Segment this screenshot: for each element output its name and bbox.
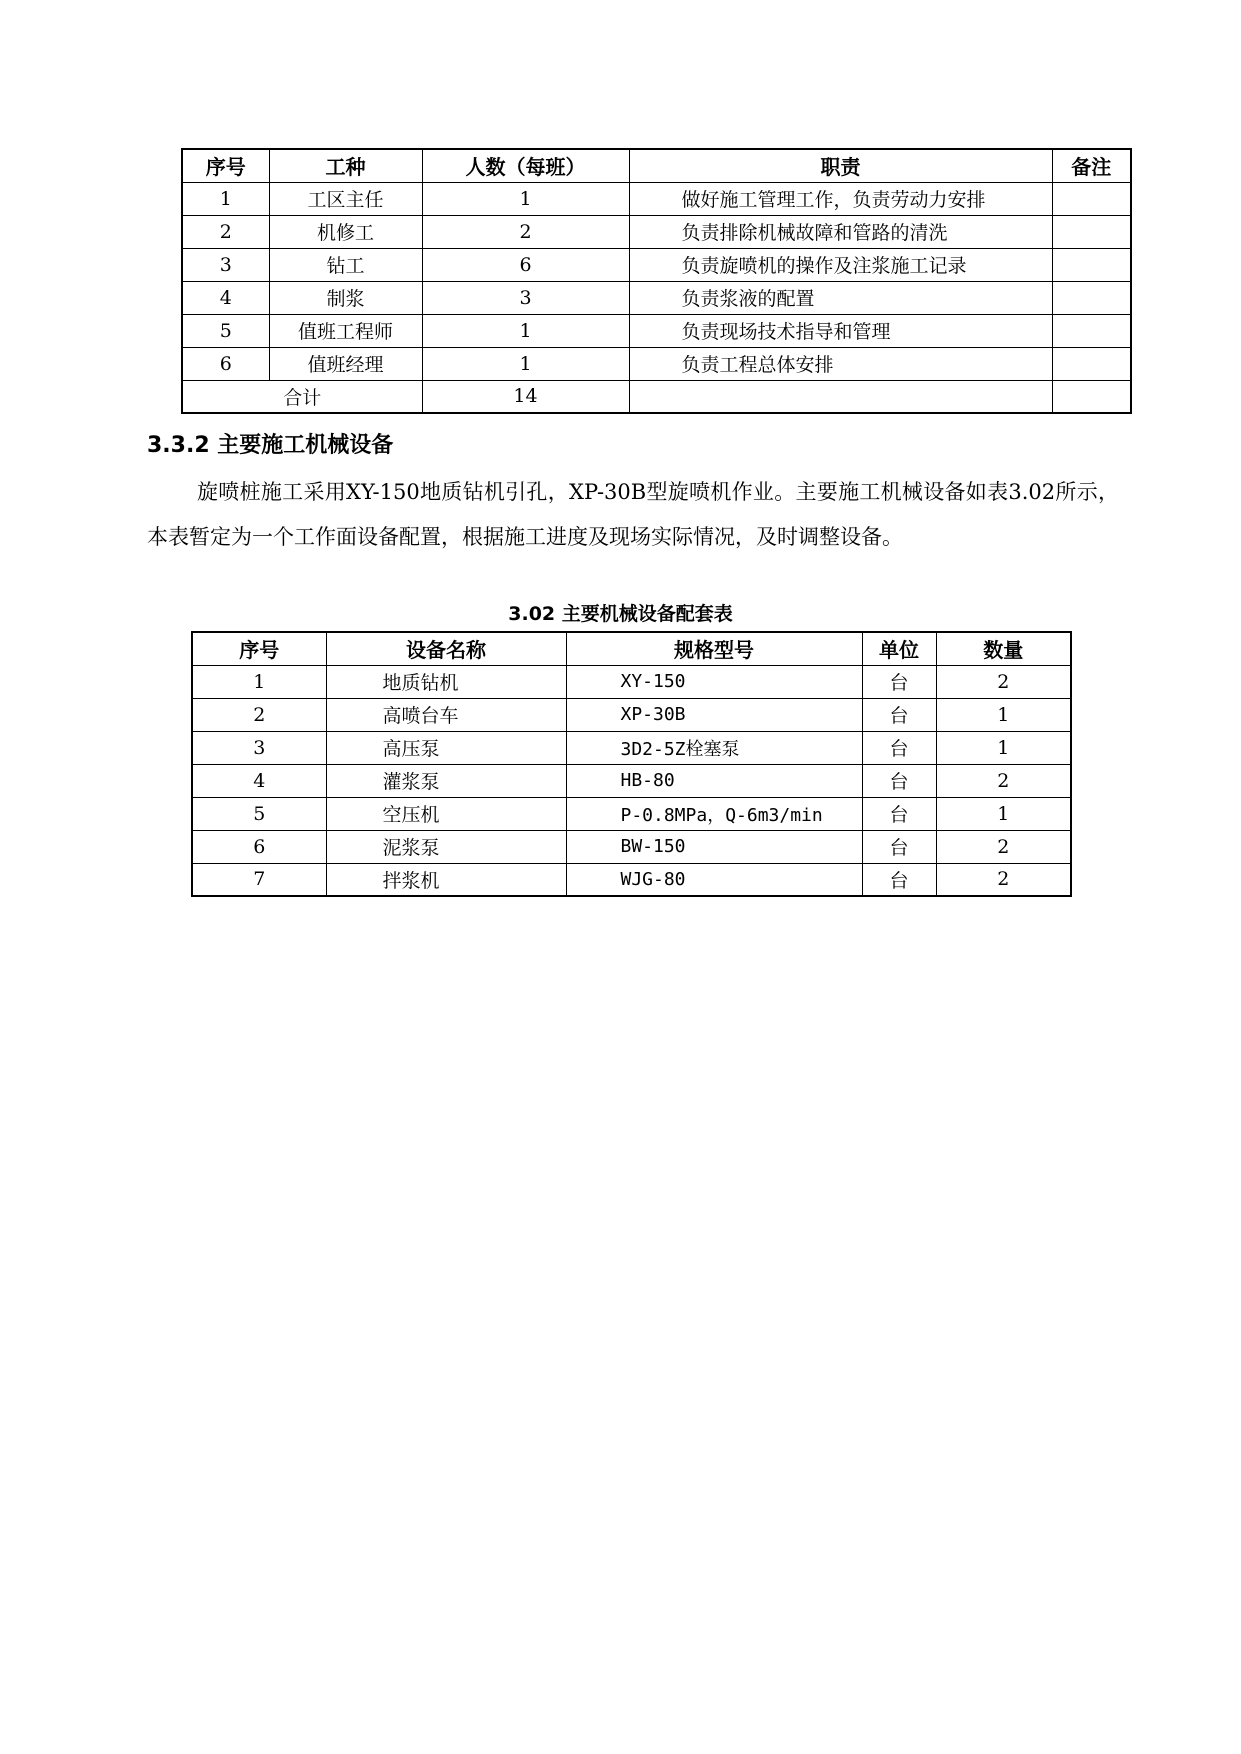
equipment-qty: 1 (936, 698, 1071, 731)
total-duty-empty (629, 380, 1052, 413)
table-row (182, 281, 1131, 314)
table-row (192, 665, 1071, 698)
note-cell (1052, 281, 1131, 314)
table-row (182, 314, 1131, 347)
row-number: 7 (192, 863, 326, 896)
table-header-row (182, 149, 1131, 182)
equipment-name: 灌浆泵 (326, 764, 566, 797)
equipment-qty: 2 (936, 764, 1071, 797)
count-cell: 3 (422, 281, 629, 314)
equipment-spec: P-0.8MPa，Q-6m3/min (566, 797, 862, 830)
trade-cell: 工区主任 (269, 182, 422, 215)
row-number: 4 (192, 764, 326, 797)
header-cell: 单位 (862, 632, 936, 665)
row-number: 1 (182, 182, 269, 215)
table-total-row (182, 380, 1131, 413)
table-row (192, 797, 1071, 830)
equipment-name: 地质钻机 (326, 665, 566, 698)
header-cell: 工种 (269, 149, 422, 182)
count-cell: 1 (422, 347, 629, 380)
table-row (182, 215, 1131, 248)
row-number: 3 (192, 731, 326, 764)
table-caption: 3.02 主要机械设备配套表 (508, 603, 733, 625)
table-row (192, 863, 1071, 896)
duty-cell: 做好施工管理工作，负责劳动力安排 (629, 182, 1052, 215)
table-row (192, 698, 1071, 731)
header-cell: 序号 (192, 632, 326, 665)
table-row (192, 731, 1071, 764)
equipment-unit: 台 (862, 731, 936, 764)
staff-table (181, 148, 1132, 414)
table-row (192, 764, 1071, 797)
table-row (182, 182, 1131, 215)
table-row (182, 248, 1131, 281)
equipment-name: 高压泵 (326, 731, 566, 764)
note-cell (1052, 182, 1131, 215)
equipment-spec: 3D2-5Z栓塞泵 (566, 731, 862, 764)
section-heading: 3.3.2 主要施工机械设备 (147, 433, 394, 458)
note-cell (1052, 314, 1131, 347)
row-number: 2 (182, 215, 269, 248)
count-cell: 1 (422, 314, 629, 347)
row-number: 3 (182, 248, 269, 281)
duty-cell: 负责旋喷机的操作及注浆施工记录 (629, 248, 1052, 281)
count-cell: 6 (422, 248, 629, 281)
duty-cell: 负责工程总体安排 (629, 347, 1052, 380)
trade-cell: 值班经理 (269, 347, 422, 380)
total-note-empty (1052, 380, 1131, 413)
equipment-spec: XY-150 (566, 665, 862, 698)
header-cell: 设备名称 (326, 632, 566, 665)
duty-cell: 负责现场技术指导和管理 (629, 314, 1052, 347)
table-header-row (192, 632, 1071, 665)
equipment-unit: 台 (862, 665, 936, 698)
equipment-qty: 2 (936, 830, 1071, 863)
count-cell: 1 (422, 182, 629, 215)
equipment-unit: 台 (862, 797, 936, 830)
table-row (192, 830, 1071, 863)
equipment-qty: 2 (936, 863, 1071, 896)
equipment-unit: 台 (862, 698, 936, 731)
equipment-spec: WJG-80 (566, 863, 862, 896)
equipment-name: 泥浆泵 (326, 830, 566, 863)
trade-cell: 钻工 (269, 248, 422, 281)
trade-cell: 机修工 (269, 215, 422, 248)
header-cell: 数量 (936, 632, 1071, 665)
equipment-unit: 台 (862, 764, 936, 797)
row-number: 6 (192, 830, 326, 863)
equipment-table (191, 631, 1072, 897)
equipment-name: 空压机 (326, 797, 566, 830)
note-cell (1052, 347, 1131, 380)
header-cell: 规格型号 (566, 632, 862, 665)
equipment-qty: 1 (936, 731, 1071, 764)
equipment-unit: 台 (862, 830, 936, 863)
equipment-name: 高喷台车 (326, 698, 566, 731)
header-cell: 人数（每班） (422, 149, 629, 182)
equipment-spec: XP-30B (566, 698, 862, 731)
duty-cell: 负责浆液的配置 (629, 281, 1052, 314)
row-number: 6 (182, 347, 269, 380)
total-label: 合计 (182, 380, 422, 413)
note-cell (1052, 215, 1131, 248)
body-paragraph: 旋喷桩施工采用XY-150地质钻机引孔，XP-30B型旋喷机作业。主要施工机械设备如表3.02所示，本表暂定为一个工作面设备配置，根据施工进度及现场实际情况，及时调整设备。 (147, 480, 1119, 549)
equipment-qty: 2 (936, 665, 1071, 698)
equipment-name: 拌浆机 (326, 863, 566, 896)
row-number: 5 (182, 314, 269, 347)
row-number: 1 (192, 665, 326, 698)
header-cell: 职责 (629, 149, 1052, 182)
total-count: 14 (422, 380, 629, 413)
row-number: 5 (192, 797, 326, 830)
duty-cell: 负责排除机械故障和管路的清洗 (629, 215, 1052, 248)
trade-cell: 制浆 (269, 281, 422, 314)
equipment-spec: BW-150 (566, 830, 862, 863)
row-number: 4 (182, 281, 269, 314)
equipment-qty: 1 (936, 797, 1071, 830)
note-cell (1052, 248, 1131, 281)
row-number: 2 (192, 698, 326, 731)
trade-cell: 值班工程师 (269, 314, 422, 347)
table-row (182, 347, 1131, 380)
equipment-spec: HB-80 (566, 764, 862, 797)
equipment-unit: 台 (862, 863, 936, 896)
header-cell: 序号 (182, 149, 269, 182)
header-cell: 备注 (1052, 149, 1131, 182)
count-cell: 2 (422, 215, 629, 248)
